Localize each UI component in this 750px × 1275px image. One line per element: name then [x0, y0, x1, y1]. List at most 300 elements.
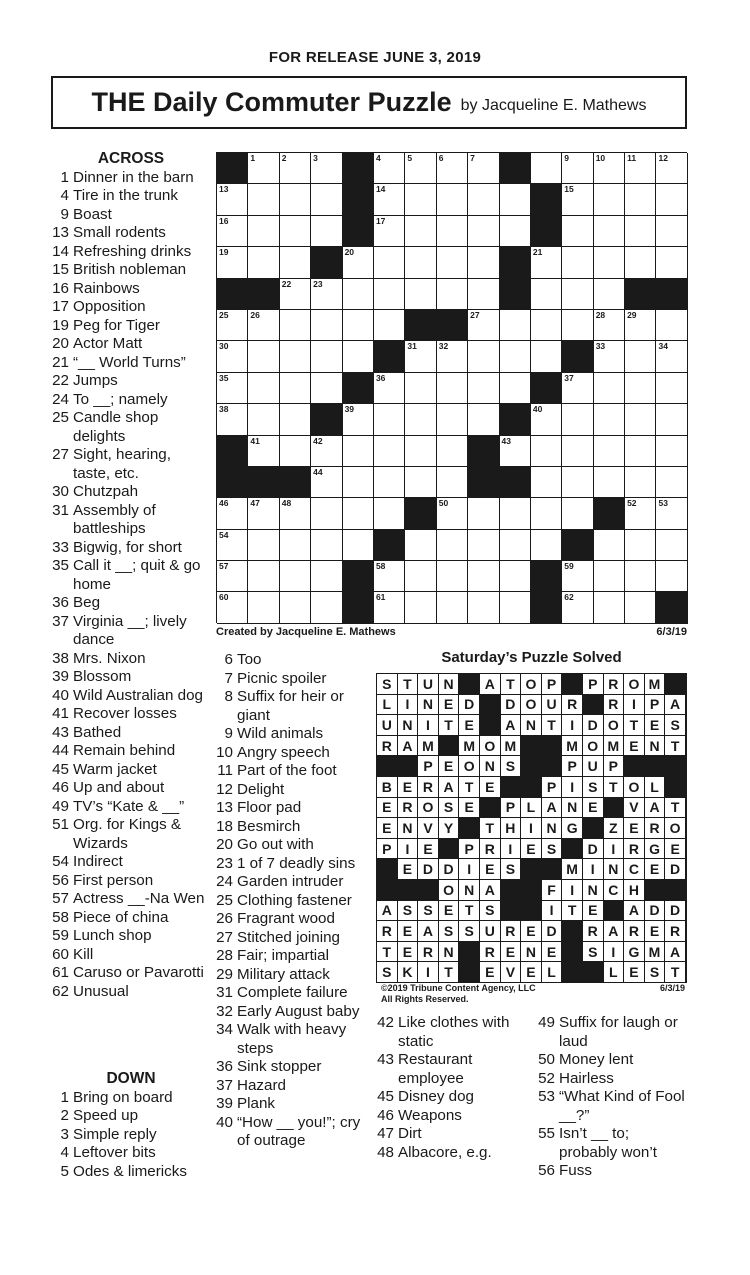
grid-block [343, 216, 374, 247]
grid-cell[interactable] [656, 184, 687, 215]
grid-cell[interactable] [374, 279, 405, 310]
grid-cell[interactable] [531, 310, 562, 341]
clue-number: 35 [52, 557, 69, 574]
cell-number: 7 [470, 153, 475, 163]
clue [51, 816, 211, 853]
grid-cell[interactable] [625, 310, 656, 341]
clue [51, 761, 211, 780]
grid-cell[interactable] [562, 216, 593, 247]
grid-cell[interactable] [500, 310, 531, 341]
cell-number: 17 [375, 215, 386, 226]
solution-letter: E [377, 818, 398, 839]
clue-number: 56 [52, 871, 69, 889]
clue-number: 51 [52, 816, 69, 833]
grid-cell[interactable] [248, 184, 279, 215]
grid-cell[interactable] [343, 467, 374, 498]
grid-cell[interactable] [656, 216, 687, 247]
grid-cell[interactable] [405, 530, 436, 561]
grid-cell[interactable] [248, 216, 279, 247]
solution-letter: U [542, 695, 563, 716]
grid-block [248, 467, 279, 498]
grid-cell[interactable] [531, 467, 562, 498]
grid-cell[interactable] [500, 216, 531, 247]
solution-letter: R [624, 839, 645, 860]
solution-letter: I [562, 880, 583, 901]
grid-block [500, 467, 531, 498]
solution-letter: E [418, 839, 439, 860]
grid-cell[interactable] [468, 310, 499, 341]
grid-cell[interactable] [594, 279, 625, 310]
solution-letter: E [398, 921, 419, 942]
grid-cell[interactable] [625, 592, 656, 623]
grid-cell[interactable] [311, 216, 342, 247]
grid-cell[interactable] [374, 592, 405, 623]
clue-number: 45 [377, 1088, 394, 1105]
grid-cell[interactable] [343, 498, 374, 529]
grid-cell[interactable] [625, 561, 656, 592]
grid-cell[interactable] [437, 216, 468, 247]
solution-letter: O [521, 695, 542, 716]
grid-cell[interactable] [217, 341, 248, 372]
grid-cell[interactable] [405, 561, 436, 592]
grid-cell[interactable] [405, 279, 436, 310]
grid-cell[interactable] [343, 530, 374, 561]
grid-cell[interactable] [374, 467, 405, 498]
solution-letter: N [542, 818, 563, 839]
grid-cell[interactable] [374, 561, 405, 592]
grid-cell[interactable] [625, 404, 656, 435]
clue-text: “How __ you!”; cry of outrage [237, 1113, 361, 1149]
grid-cell[interactable] [656, 373, 687, 404]
solution-block [665, 674, 686, 695]
grid-cell[interactable] [248, 436, 279, 467]
grid-cell[interactable] [500, 530, 531, 561]
grid-cell[interactable] [531, 404, 562, 435]
grid-cell[interactable] [217, 498, 248, 529]
grid-cell[interactable] [625, 341, 656, 372]
solution-letter: P [542, 777, 563, 798]
grid-cell[interactable] [311, 467, 342, 498]
grid-cell[interactable] [374, 498, 405, 529]
grid-cell[interactable] [500, 592, 531, 623]
grid-cell[interactable] [280, 247, 311, 278]
grid-cell[interactable] [405, 404, 436, 435]
grid-cell[interactable] [500, 436, 531, 467]
grid-cell[interactable] [500, 561, 531, 592]
grid-cell[interactable] [374, 436, 405, 467]
clue [51, 261, 211, 280]
grid-cell[interactable] [280, 530, 311, 561]
grid-cell[interactable] [280, 216, 311, 247]
clue-number: 50 [538, 1051, 555, 1068]
grid-cell[interactable] [468, 592, 499, 623]
grid-cell[interactable] [594, 467, 625, 498]
grid-cell[interactable] [343, 279, 374, 310]
solution-letter: S [398, 901, 419, 922]
grid-cell[interactable] [594, 341, 625, 372]
grid-cell[interactable] [656, 530, 687, 561]
grid-cell[interactable] [311, 498, 342, 529]
grid-cell[interactable] [468, 247, 499, 278]
grid-cell[interactable] [248, 153, 279, 184]
grid-cell[interactable] [625, 530, 656, 561]
clue-text: Piece of china [73, 908, 169, 926]
grid-block [437, 310, 468, 341]
grid-cell[interactable] [437, 530, 468, 561]
grid-cell[interactable] [531, 436, 562, 467]
clue-text: Like clothes with static [398, 1014, 510, 1050]
grid-cell[interactable] [280, 436, 311, 467]
grid-cell[interactable] [217, 184, 248, 215]
clue-number: 22 [52, 372, 69, 389]
grid-cell[interactable] [594, 373, 625, 404]
solution-letter: S [501, 756, 522, 777]
grid-cell[interactable] [531, 498, 562, 529]
clue-text: Walk with heavy steps [237, 1021, 347, 1057]
grid-cell[interactable] [594, 216, 625, 247]
clue [51, 298, 211, 317]
grid-cell[interactable] [311, 279, 342, 310]
clue-text: Bring on board [73, 1088, 173, 1106]
grid-cell[interactable] [311, 373, 342, 404]
clue [213, 1095, 365, 1114]
clue-text: Caruso or Pavarotti [73, 964, 204, 981]
grid-cell[interactable] [248, 247, 279, 278]
clue [51, 243, 211, 262]
grid-cell[interactable] [405, 592, 436, 623]
grid-cell[interactable] [562, 310, 593, 341]
grid-cell[interactable] [468, 153, 499, 184]
clue-number: 13 [216, 799, 233, 816]
grid-cell[interactable] [248, 373, 279, 404]
solution-letter: L [645, 777, 666, 798]
grid-cell[interactable] [217, 561, 248, 592]
grid-cell[interactable] [437, 436, 468, 467]
grid-cell[interactable] [405, 467, 436, 498]
grid-cell[interactable] [531, 247, 562, 278]
grid-cell[interactable] [562, 373, 593, 404]
grid-cell[interactable] [311, 561, 342, 592]
grid-cell[interactable] [468, 184, 499, 215]
cell-number: 42 [313, 435, 323, 446]
grid-cell[interactable] [625, 373, 656, 404]
grid-cell[interactable] [594, 436, 625, 467]
solution-letter: A [480, 880, 501, 901]
grid-cell[interactable] [343, 310, 374, 341]
grid-cell[interactable] [468, 341, 499, 372]
solution-letter: S [501, 859, 522, 880]
grid-cell[interactable] [248, 561, 279, 592]
solution-letter: N [583, 880, 604, 901]
clue [213, 966, 365, 985]
down-clues-col1 [51, 1070, 211, 1181]
grid-cell[interactable] [343, 247, 374, 278]
grid-cell[interactable] [656, 498, 687, 529]
clue-number: 36 [216, 1058, 233, 1075]
grid-cell[interactable] [594, 404, 625, 435]
grid-cell[interactable] [405, 247, 436, 278]
clue [213, 836, 365, 855]
clue-number: 31 [52, 501, 69, 519]
grid-cell[interactable] [217, 310, 248, 341]
clue [51, 502, 211, 539]
grid-cell[interactable] [594, 153, 625, 184]
clue [51, 409, 211, 446]
grid-cell[interactable] [311, 341, 342, 372]
grid-cell[interactable] [374, 184, 405, 215]
grid-cell[interactable] [405, 436, 436, 467]
solution-letter: E [521, 962, 542, 983]
grid-cell[interactable] [594, 310, 625, 341]
clue [51, 742, 211, 761]
solution-letter: D [439, 859, 460, 880]
grid-cell[interactable] [625, 216, 656, 247]
grid-cell[interactable] [468, 279, 499, 310]
grid-cell[interactable] [562, 279, 593, 310]
clue [213, 1003, 365, 1022]
grid-cell[interactable] [562, 404, 593, 435]
solution-letter: B [377, 777, 398, 798]
grid-block [217, 467, 248, 498]
grid-cell[interactable] [437, 153, 468, 184]
solution-letter: H [624, 880, 645, 901]
grid-cell[interactable] [374, 153, 405, 184]
across-heading: ACROSS [97, 150, 165, 167]
solution-letter: O [624, 777, 645, 798]
grid-cell[interactable] [594, 592, 625, 623]
puzzle-credit: Created by Jacqueline E. Mathews [216, 626, 396, 638]
grid-cell[interactable] [311, 530, 342, 561]
solution-letter: I [398, 839, 419, 860]
clue-number: 59 [52, 927, 69, 944]
grid-cell[interactable] [374, 216, 405, 247]
grid-cell[interactable] [468, 498, 499, 529]
grid-cell[interactable] [280, 153, 311, 184]
grid-cell[interactable] [405, 341, 436, 372]
grid-cell[interactable] [437, 498, 468, 529]
grid-cell[interactable] [468, 404, 499, 435]
grid-block [217, 436, 248, 467]
grid-cell[interactable] [468, 561, 499, 592]
grid-cell[interactable] [594, 247, 625, 278]
clue [51, 946, 211, 965]
grid-cell[interactable] [531, 530, 562, 561]
grid-cell[interactable] [437, 561, 468, 592]
grid-cell[interactable] [343, 404, 374, 435]
grid-cell[interactable] [437, 373, 468, 404]
cell-number: 30 [219, 341, 229, 352]
grid-cell[interactable] [405, 373, 436, 404]
solution-block [521, 777, 542, 798]
solution-block [521, 736, 542, 757]
grid-block [500, 247, 531, 278]
cell-number: 43 [501, 435, 511, 446]
grid-cell[interactable] [280, 310, 311, 341]
grid-cell[interactable] [500, 373, 531, 404]
cell-number: 50 [438, 498, 449, 509]
clue-number: 1 [60, 168, 69, 186]
grid-cell[interactable] [405, 216, 436, 247]
grid-block [311, 247, 342, 278]
grid-cell[interactable] [625, 498, 656, 529]
solution-letter: M [418, 736, 439, 757]
grid-cell[interactable] [248, 310, 279, 341]
grid-cell[interactable] [248, 341, 279, 372]
grid-cell[interactable] [468, 216, 499, 247]
grid-cell[interactable] [374, 247, 405, 278]
grid-cell[interactable] [562, 184, 593, 215]
grid-cell[interactable] [280, 404, 311, 435]
grid-cell[interactable] [280, 279, 311, 310]
grid-cell[interactable] [656, 341, 687, 372]
clue-text: Fragrant wood [237, 910, 335, 927]
grid-cell[interactable] [248, 404, 279, 435]
clue [537, 1014, 687, 1051]
cell-number: 9 [564, 153, 570, 163]
grid-cell[interactable] [280, 561, 311, 592]
clue [213, 725, 365, 744]
solution-block [583, 962, 604, 983]
grid-cell[interactable] [217, 216, 248, 247]
solution-letter: N [521, 715, 542, 736]
grid-cell[interactable] [656, 436, 687, 467]
grid-cell[interactable] [343, 436, 374, 467]
grid-cell[interactable] [531, 153, 562, 184]
grid-cell[interactable] [531, 341, 562, 372]
grid-cell[interactable] [594, 530, 625, 561]
grid-cell[interactable] [280, 341, 311, 372]
grid-cell[interactable] [562, 592, 593, 623]
clue-text: Recover losses [73, 705, 177, 722]
grid-cell[interactable] [248, 592, 279, 623]
grid-cell[interactable] [311, 592, 342, 623]
grid-cell[interactable] [437, 184, 468, 215]
clue-number: 24 [216, 873, 233, 890]
cell-number: 14 [375, 184, 386, 195]
grid-cell[interactable] [311, 184, 342, 215]
grid-cell[interactable] [468, 373, 499, 404]
solution-block [398, 880, 419, 901]
grid-cell[interactable] [280, 498, 311, 529]
grid-cell[interactable] [311, 310, 342, 341]
clue [213, 818, 365, 837]
grid-cell[interactable] [562, 467, 593, 498]
solution-letter: A [439, 777, 460, 798]
grid-cell[interactable] [594, 561, 625, 592]
grid-cell[interactable] [437, 404, 468, 435]
grid-cell[interactable] [374, 373, 405, 404]
release-date: FOR RELEASE JUNE 3, 2019 [268, 49, 482, 66]
clue-text: Candle shop delights [73, 409, 159, 445]
grid-cell[interactable] [437, 467, 468, 498]
grid-cell[interactable] [405, 184, 436, 215]
grid-cell[interactable] [311, 436, 342, 467]
clue-text: Go out with [237, 836, 314, 853]
grid-cell[interactable] [656, 404, 687, 435]
grid-cell[interactable] [625, 247, 656, 278]
grid-cell[interactable] [217, 373, 248, 404]
grid-cell[interactable] [594, 184, 625, 215]
grid-cell[interactable] [562, 247, 593, 278]
grid-cell[interactable] [656, 561, 687, 592]
grid-cell[interactable] [248, 530, 279, 561]
clue-number: 28 [216, 947, 233, 964]
solution-letter: S [542, 839, 563, 860]
grid-cell[interactable] [625, 436, 656, 467]
clue-text: Chutzpah [73, 483, 139, 500]
grid-cell[interactable] [562, 436, 593, 467]
grid-cell[interactable] [405, 153, 436, 184]
grid-cell[interactable] [656, 247, 687, 278]
grid-cell[interactable] [280, 373, 311, 404]
solution-letter: N [604, 859, 625, 880]
solution-letter: A [624, 901, 645, 922]
grid-cell[interactable] [562, 561, 593, 592]
solution-block [501, 880, 522, 901]
grid-cell[interactable] [625, 153, 656, 184]
solution-letter: S [377, 674, 398, 695]
grid-cell[interactable] [217, 247, 248, 278]
solution-letter: P [645, 695, 666, 716]
solution-block [521, 859, 542, 880]
grid-cell[interactable] [217, 592, 248, 623]
grid-cell[interactable] [217, 404, 248, 435]
grid-cell[interactable] [280, 592, 311, 623]
clue-text: Peg for Tiger [73, 316, 160, 334]
grid-cell[interactable] [437, 592, 468, 623]
solution-block [521, 901, 542, 922]
grid-cell[interactable] [656, 310, 687, 341]
cell-number: 1 [250, 153, 256, 163]
grid-cell[interactable] [625, 184, 656, 215]
cell-number: 31 [407, 341, 417, 352]
grid-cell[interactable] [217, 530, 248, 561]
grid-cell[interactable] [562, 498, 593, 529]
grid-cell[interactable] [437, 247, 468, 278]
clue-text: British nobleman [73, 261, 187, 278]
clue-number: 37 [216, 1076, 233, 1094]
clue-number: 6 [224, 651, 233, 668]
grid-cell[interactable] [280, 184, 311, 215]
grid-cell[interactable] [311, 153, 342, 184]
grid-cell[interactable] [374, 310, 405, 341]
clue-text: Kill [73, 945, 94, 963]
grid-cell[interactable] [625, 467, 656, 498]
solution-letter: N [439, 674, 460, 695]
clue-number: 54 [52, 853, 69, 870]
solution-block [459, 674, 480, 695]
grid-cell[interactable] [656, 467, 687, 498]
clue-text: Leftover bits [73, 1144, 156, 1161]
grid-cell[interactable] [374, 404, 405, 435]
grid-cell[interactable] [468, 530, 499, 561]
grid-cell[interactable] [500, 498, 531, 529]
grid-cell[interactable] [343, 341, 374, 372]
grid-cell[interactable] [500, 184, 531, 215]
solution-letter: D [501, 695, 522, 716]
solution-letter: E [624, 818, 645, 839]
grid-cell[interactable] [562, 153, 593, 184]
grid-cell[interactable] [248, 498, 279, 529]
grid-block [531, 561, 562, 592]
grid-cell[interactable] [437, 341, 468, 372]
grid-cell[interactable] [531, 279, 562, 310]
grid-cell[interactable] [500, 341, 531, 372]
grid-block [594, 498, 625, 529]
grid-cell[interactable] [656, 153, 687, 184]
grid-cell[interactable] [437, 279, 468, 310]
clue [51, 335, 211, 354]
